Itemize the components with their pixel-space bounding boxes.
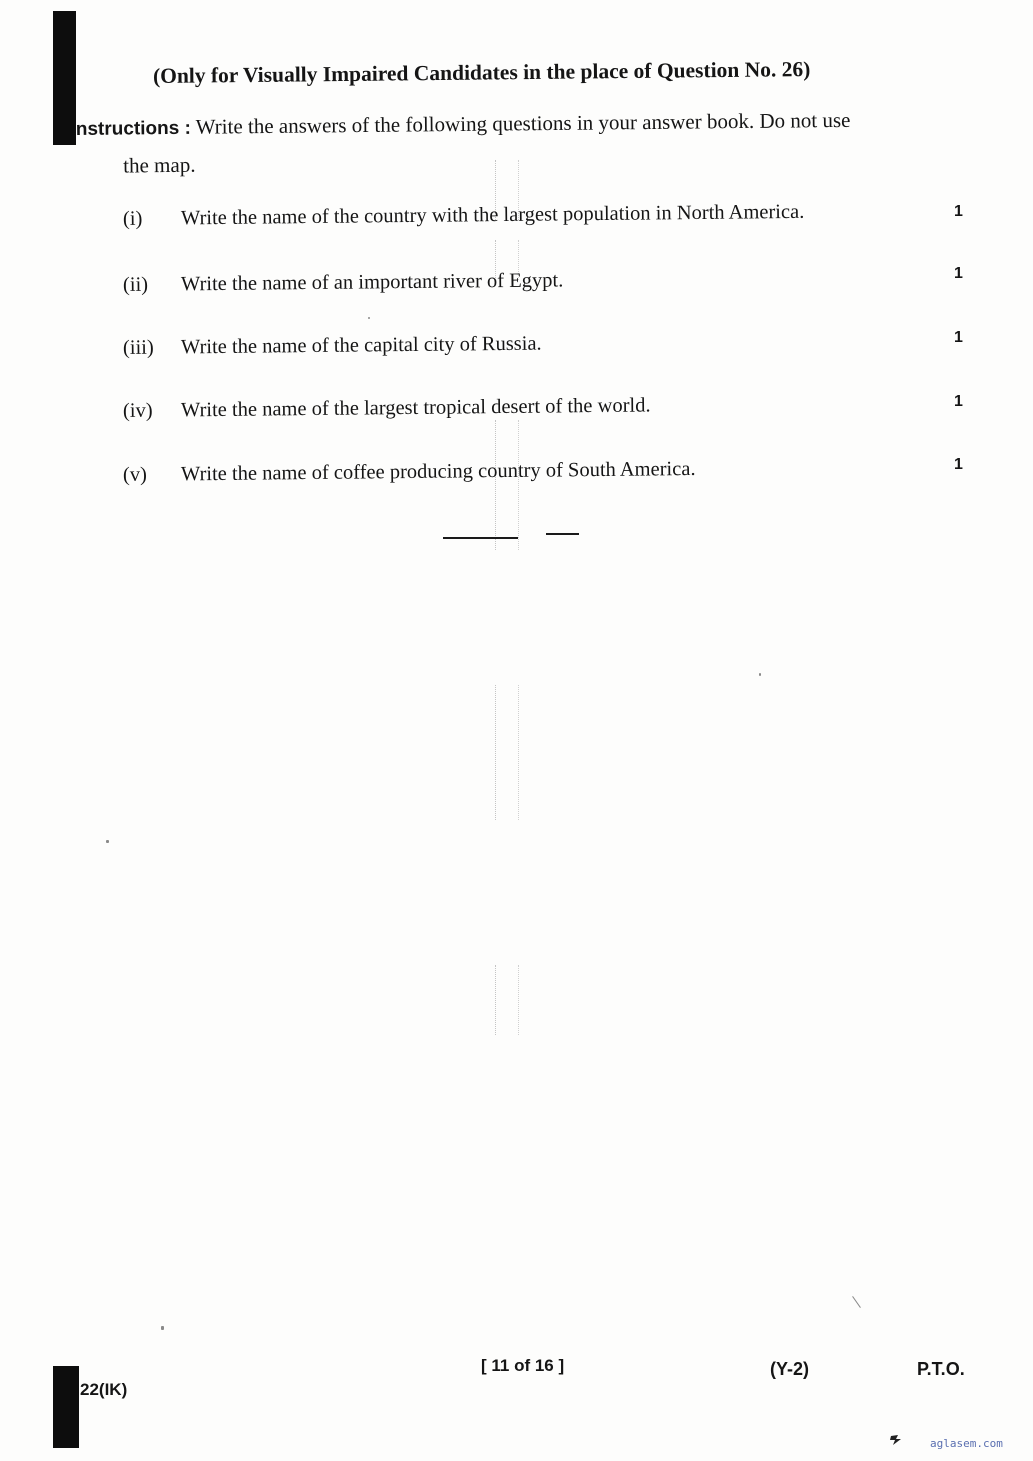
question-text: Write the name of the largest tropical desert of the world.	[180, 394, 651, 422]
end-rule-right	[546, 533, 579, 535]
question-marks: 1	[954, 203, 963, 220]
instructions-text-continued: the map.	[123, 152, 196, 178]
question-text: Write the name of the country with the largest population in North America.	[180, 200, 805, 230]
scan-speck	[368, 317, 370, 319]
question-marks: 1	[954, 456, 963, 473]
watermark-link[interactable]: aglasem.com	[930, 1437, 1003, 1450]
series-code: (Y-2)	[770, 1359, 810, 1379]
instructions-text: Write the answers of the following questions in your answer book. Do not use	[195, 107, 851, 139]
pto-label: P.T.O.	[917, 1359, 965, 1379]
question-marks: 1	[954, 329, 963, 346]
scan-speck	[759, 673, 761, 676]
question-item	[123, 392, 913, 423]
question-item	[123, 200, 913, 231]
section-heading: (Only for Visually Impaired Candidates in the place of Question No. 26)	[152, 57, 811, 88]
scan-edge-bar-bottom	[53, 1366, 79, 1448]
scan-speck	[106, 840, 109, 843]
question-text: Write the name of the capital city of Russia.	[180, 332, 542, 359]
end-rule-left	[443, 537, 518, 539]
scan-fold-mark	[495, 420, 519, 550]
question-item	[123, 329, 913, 360]
scan-fold-mark	[495, 965, 519, 1035]
scan-speck	[161, 1326, 164, 1330]
question-text: Write the name of coffee producing country of South America.	[180, 458, 696, 486]
question-marks: 1	[954, 393, 963, 410]
scan-edge-bar-top	[53, 11, 76, 145]
question-text: Write the name of an important river of Egypt.	[180, 269, 564, 296]
question-number: (v)	[122, 463, 148, 486]
question-item	[123, 456, 913, 487]
question-number: (iii)	[122, 336, 154, 359]
question-item	[123, 266, 913, 297]
instructions-block	[76, 101, 957, 184]
instructions-label: nstructions :	[75, 117, 191, 141]
page-number: [ 11 of 16 ]	[481, 1356, 565, 1375]
scan-fold-mark	[495, 685, 519, 820]
question-number: (iv)	[122, 399, 153, 422]
question-marks: 1	[954, 265, 963, 282]
question-number: (ii)	[122, 273, 149, 296]
scan-speck	[852, 1296, 861, 1308]
question-number: (i)	[122, 207, 143, 230]
watermark-logo-icon	[889, 1433, 903, 1447]
paper-code: 22(IK)	[80, 1380, 128, 1399]
